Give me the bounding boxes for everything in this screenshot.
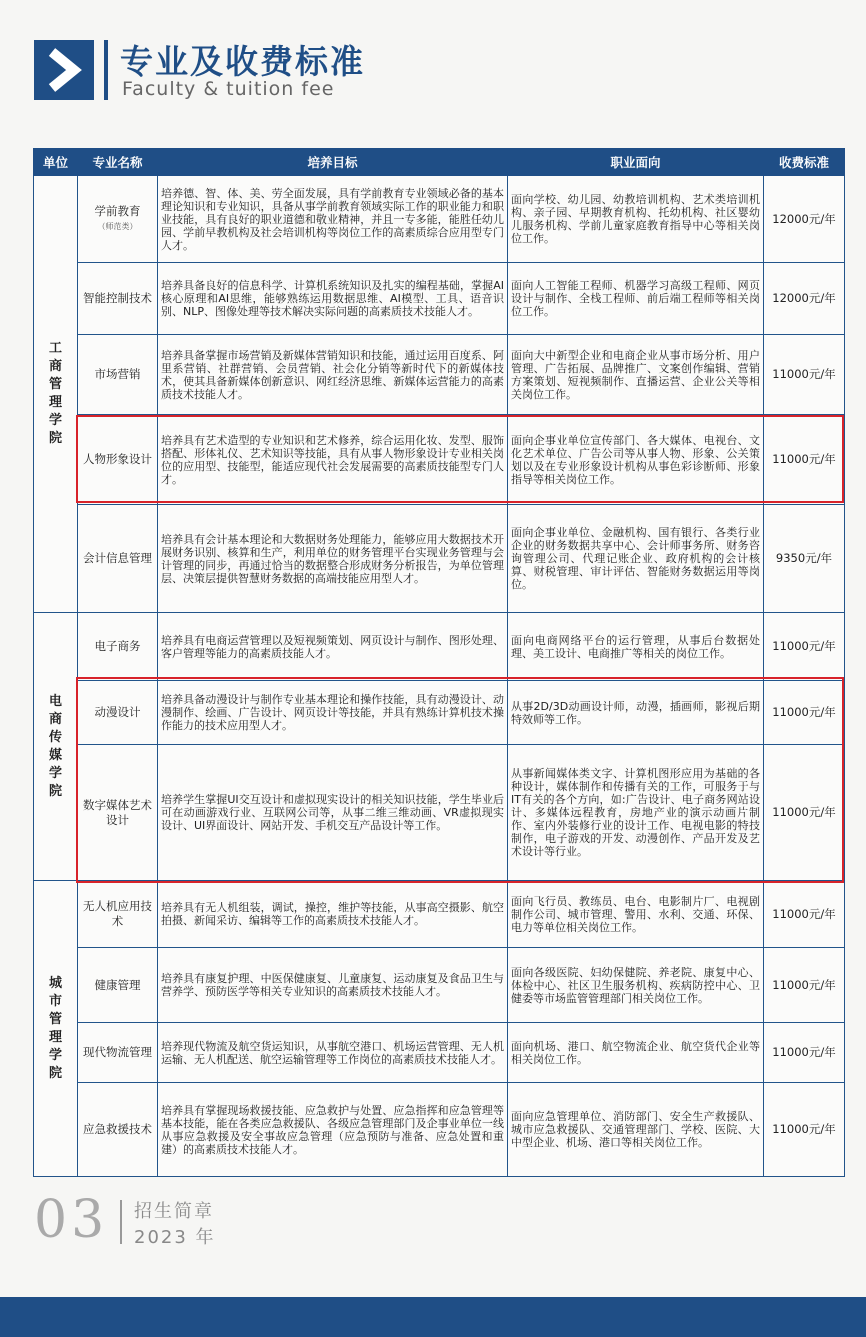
goal-cell: 培养具备良好的信息科学、计算机系统知识及扎实的编程基础，掌握AI核心原理和AI思维，能够熟练运用数据思维、AI模型、工具、语音识别、NLP、图像处理等技术解决实际问题的高素质技术技能人才。 bbox=[158, 263, 508, 335]
fee-cell: 11000元/年 bbox=[764, 1023, 845, 1083]
major-note: （师范类） bbox=[97, 222, 138, 231]
career-cell: 面向飞行员、教练员、电台、电影制片厂、电视剧制作公司、城市管理、警用、水利、交通、环保、电力等单位相关岗位工作。 bbox=[508, 881, 764, 948]
goal-cell: 培养具有会计基本理论和大数据财务处理能力，能够应用大数据技术开展财务识别、核算和生产，利用单位的财务管理平台实现业务管理与会计管理的同步，再通过恰当的数据整合形成财务分析报告，为单位管理层、决策层提供智慧财务数据的高端技能应用型人才。 bbox=[158, 505, 508, 613]
fee-cell: 11000元/年 bbox=[764, 745, 845, 881]
major-cell: 电子商务 bbox=[78, 613, 158, 681]
table-row bbox=[34, 335, 845, 415]
goal-cell: 培养现代物流及航空货运知识，从事航空港口、机场运营管理、无人机运输、无人机配送、航空运输管理等工作岗位的高素质技术技能人才。 bbox=[158, 1023, 508, 1083]
major-name: 学前教育 bbox=[94, 204, 141, 218]
goal-cell: 培养具有电商运营管理以及短视频策划、网页设计与制作、图形处理、客户管理等能力的高素质技能人才。 bbox=[158, 613, 508, 681]
logo-divider bbox=[104, 40, 108, 100]
fee-cell: 11000元/年 bbox=[764, 335, 845, 415]
table-row bbox=[34, 948, 845, 1023]
major-cell bbox=[78, 176, 158, 263]
table-header-row bbox=[34, 149, 845, 176]
major-cell: 会计信息管理 bbox=[78, 505, 158, 613]
major-cell: 市场营销 bbox=[78, 335, 158, 415]
fee-cell: 11000元/年 bbox=[764, 613, 845, 681]
header-career: 职业面向 bbox=[508, 149, 764, 176]
bottom-band bbox=[0, 1297, 866, 1337]
goal-cell: 培养德、智、体、美、劳全面发展，具有学前教育专业领域必备的基本理论知识和专业知识，具备从事学前教育领域实际工作的职业能力和职业技能，具有良好的职业道德和敬业精神，并且一专多能，能胜任幼儿园、学前早教机构及社会培训机构等岗位工作的高素质综合应用型专门人才。 bbox=[158, 176, 508, 263]
table-row bbox=[34, 1023, 845, 1083]
career-cell: 面向人工智能工程师、机器学习高级工程师、网页设计与制作、全栈工程师、前后端工程师等相关岗位工作。 bbox=[508, 263, 764, 335]
career-cell: 面向企事业单位、金融机构、国有银行、各类行业企业的财务数据共享中心、会计师事务所、财务咨询管理公司、代理记账企业、政府机构的会计核算、财税管理、审计评估、智能财务数据运用等岗位。 bbox=[508, 505, 764, 613]
logo-chevron-icon bbox=[34, 40, 94, 100]
major-cell: 智能控制技术 bbox=[78, 263, 158, 335]
highlight-box-image-design bbox=[76, 415, 844, 503]
table-row bbox=[34, 881, 845, 948]
career-cell: 面向各级医院、妇幼保健院、养老院、康复中心、体检中心、社区卫生服务机构、疾病防控中心、卫健委等市场监管管理部门相关岗位工作。 bbox=[508, 948, 764, 1023]
page-number: 03 bbox=[34, 1190, 109, 1250]
header-major: 专业名称 bbox=[78, 149, 158, 176]
major-cell: 动漫设计 bbox=[78, 681, 158, 745]
career-cell: 从事2D/3D动画设计师，动漫，插画师，影视后期特效师等工作。 bbox=[508, 681, 764, 745]
table-row bbox=[34, 263, 845, 335]
brochure-title: 招生简章 bbox=[134, 1201, 214, 1222]
table-row bbox=[34, 1083, 845, 1177]
career-cell: 面向电商网络平台的运行管理，从事后台数据处理、美工设计、电商推广等相关的岗位工作。 bbox=[508, 613, 764, 681]
fee-cell: 11000元/年 bbox=[764, 1083, 845, 1177]
fee-cell: 11000元/年 bbox=[764, 415, 845, 505]
major-cell: 现代物流管理 bbox=[78, 1023, 158, 1083]
brochure-year: 2023 年 bbox=[134, 1227, 216, 1248]
major-cell: 健康管理 bbox=[78, 948, 158, 1023]
fee-cell: 11000元/年 bbox=[764, 948, 845, 1023]
fee-cell: 9350元/年 bbox=[764, 505, 845, 613]
goal-cell: 培养具有无人机组装，调试，操控，维护等技能，从事高空摄影、航空拍摄、新闻采访、编辑等工作的高素质技术技能人才。 bbox=[158, 881, 508, 948]
goal-cell: 培养具有康复护理、中医保健康复、儿童康复、运动康复及食品卫生与营养学、预防医学等相关专业知识的高素质技术技能人才。 bbox=[158, 948, 508, 1023]
table-row bbox=[34, 176, 845, 263]
table-row bbox=[34, 613, 845, 681]
goal-cell: 培养具备掌握市场营销及新媒体营销知识和技能，通过运用百度系、阿里系营销、社群营销、会员营销、社会化分销等新时代下的新媒体技术，使其具备新媒体创新意识、网红经济思维、新媒体运营能力的高素质技术技能人才。 bbox=[158, 335, 508, 415]
fee-cell: 11000元/年 bbox=[764, 681, 845, 745]
major-cell: 无人机应用技术 bbox=[78, 881, 158, 948]
career-cell: 面向企事业单位宣传部门、各大媒体、电视台、文化艺术单位、广告公司等从事人物、形象、公关策划以及在专业形象设计机构从事色彩诊断师、形象指导等相关岗位工作。 bbox=[508, 415, 764, 505]
unit-label: 电商传媒学院 bbox=[48, 693, 62, 799]
fee-cell: 12000元/年 bbox=[764, 176, 845, 263]
unit-cell bbox=[34, 176, 78, 613]
major-cell: 数字媒体艺术设计 bbox=[78, 745, 158, 881]
unit-label: 城市管理学院 bbox=[48, 975, 62, 1081]
career-cell: 面向机场、港口、航空物流企业、航空货代企业等相关岗位工作。 bbox=[508, 1023, 764, 1083]
faculty-fee-table bbox=[33, 148, 845, 1177]
unit-label: 工商管理学院 bbox=[48, 341, 62, 446]
highlight-box-animation-media bbox=[76, 677, 844, 883]
header-fee: 收费标准 bbox=[764, 149, 845, 176]
goal-cell: 培养具有掌握现场救援技能、应急救护与处置、应急指挥和应急管理等基本技能，能在各类应急救援队、各级应急管理部门及企事业单位一线从事应急救援及安全事故应急管理（应急预防与准备、应急处置和重建）的高素质技术技能人才。 bbox=[158, 1083, 508, 1177]
major-cell: 应急救援技术 bbox=[78, 1083, 158, 1177]
unit-cell bbox=[34, 881, 78, 1177]
table-row bbox=[34, 505, 845, 613]
page-subtitle: Faculty & tuition fee bbox=[122, 78, 335, 100]
header-goal: 培养目标 bbox=[158, 149, 508, 176]
goal-cell: 培养学生掌握UI交互设计和虚拟现实设计的相关知识技能，学生毕业后可在动画游戏行业、互联网公司等，从事二维三维动画、VR虚拟现实设计、UI界面设计、网站开发、手机交互产品设计等工作。 bbox=[158, 745, 508, 881]
header-unit: 单位 bbox=[34, 149, 78, 176]
fee-cell: 12000元/年 bbox=[764, 263, 845, 335]
fee-cell: 11000元/年 bbox=[764, 881, 845, 948]
major-cell: 人物形象设计 bbox=[78, 415, 158, 505]
career-cell: 从事新闻媒体类文字、计算机图形应用为基础的各种设计，媒体制作和传播有关的工作，可服务于与IT有关的各个方向，如:广告设计、电子商务网站设计、多媒体远程教育，房地产业的演示动画片制作、室内外装修行业的设计工作、电视电影的特技制作，电子游戏的开发、动漫创作、产品开发及艺术设计等行业。 bbox=[508, 745, 764, 881]
career-cell: 面向大中新型企业和电商企业从事市场分析、用户管理、广告拓展、品牌推广、文案创作编辑、营销方案策划、短视频制作、直播运营、企业公关等相关岗位工作。 bbox=[508, 335, 764, 415]
career-cell: 面向应急管理单位、消防部门、安全生产救援队、城市应急救援队、交通管理部门、学校、医院、大中型企业、机场、港口等相关岗位工作。 bbox=[508, 1083, 764, 1177]
goal-cell: 培养具备动漫设计与制作专业基本理论和操作技能，具有动漫设计、动漫制作、绘画、广告设计、网页设计等技能，并具有熟练计算机技术操作能力的技术应用型人才。 bbox=[158, 681, 508, 745]
unit-cell bbox=[34, 613, 78, 881]
footer-divider bbox=[120, 1200, 122, 1244]
career-cell: 面向学校、幼儿园、幼教培训机构、艺术类培训机构、亲子园、早期教育机构、托幼机构、社区婴幼儿服务机构、学前儿童家庭教育指导中心等相关岗位工作。 bbox=[508, 176, 764, 263]
page-title: 专业及收费标准 bbox=[120, 42, 365, 81]
goal-cell: 培养具有艺术造型的专业知识和艺术修养，综合运用化妆、发型、服饰搭配、形体礼仪、艺术知识等技能，具有从事人物形象设计专业相关岗位的应用型、技能型，能适应现代社会发展需要的高素质技能型专门人才。 bbox=[158, 415, 508, 505]
